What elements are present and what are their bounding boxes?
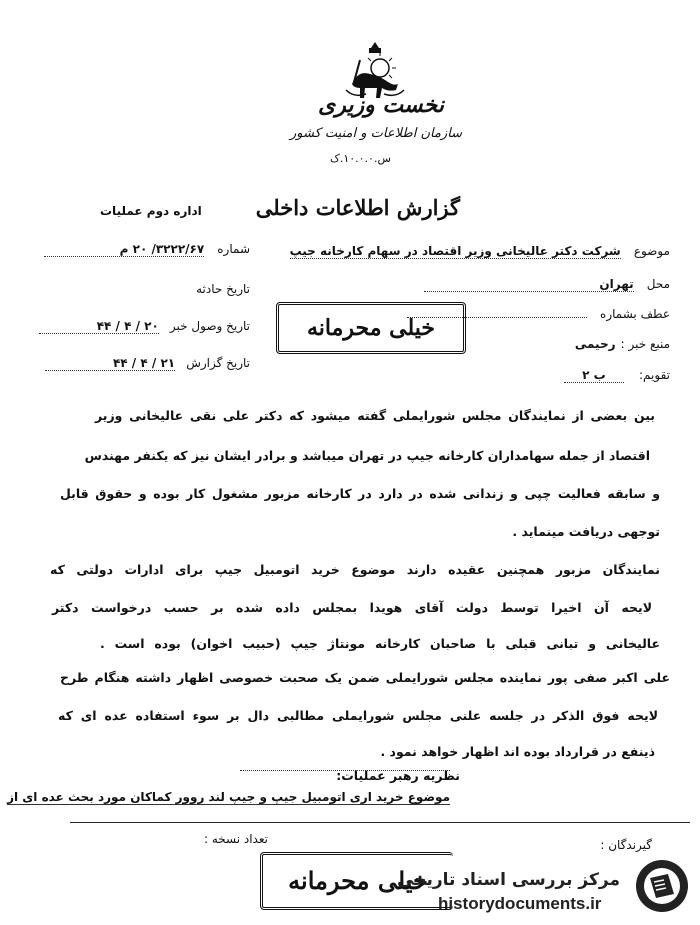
source-label: منبع خبر : <box>620 337 670 351</box>
subject-value: شرکت دکتر عالیخانی وزیر اقتصاد در سهام کارخانه جیپ <box>289 244 621 258</box>
number-value: ۳۲۲۲/۶۷/ ۲۰ م <box>44 242 204 257</box>
number-row <box>44 238 250 257</box>
archive-logo-icon <box>634 858 690 914</box>
body-line: اقتصاد از جمله سهامداران کارخانه جیپ در تهران میباشد و برادر ایشان نیز که یکنفر مهندس <box>84 448 650 463</box>
letterhead-organization: سازمان اطلاعات و امنیت کشور <box>290 126 463 141</box>
recipients-label: گیرندگان : <box>600 838 652 852</box>
report-title: گزارش اطلاعات داخلی <box>255 195 460 220</box>
watermark-name: مرکز بررسی اسناد تاریخی <box>397 870 620 890</box>
letterhead-title: نخست وزیری <box>318 92 444 118</box>
source-value: رحیمی <box>574 337 616 351</box>
received-date-label: تاریخ وصول خبر <box>169 319 250 333</box>
location-label: محل <box>646 277 670 291</box>
number-label: شماره <box>217 242 250 256</box>
body-line: بین بعضی از نمایندگان مجلس شورایملی گفته میشود که دکتر علی نقی عالیخانی وزیر <box>95 408 655 423</box>
location-row <box>424 273 670 292</box>
subject-row <box>290 240 670 259</box>
calendar-label: تقویم: <box>639 368 670 382</box>
opinion-label-underline <box>240 770 450 771</box>
location-value: تهران <box>424 277 634 292</box>
calendar-row <box>564 364 670 383</box>
incident-date-label: تاریخ حادثه <box>196 282 250 296</box>
watermark-site: historydocuments.ir <box>438 894 602 913</box>
body-line: نمایندگان مزبور همچنین عقیده دارند موضوع خرید اتومبیل جیپ برای ادارات دولتی که <box>50 562 660 577</box>
source-row <box>575 333 670 352</box>
body-line: توجهی دریافت مینماید . <box>512 524 660 539</box>
body-line: لایحه فوق الذکر در جلسه علنی مجلس شورایملی مطالبی دال بر سوء استفاده عده ای که <box>58 708 658 723</box>
received-date-row <box>39 315 250 334</box>
subject-label: موضوع <box>633 244 670 258</box>
body-line: و سابقه فعالیت چپی و زندانی شده در دارد در کارخانه مزبور مشغول کار بوده و حقوق قابل <box>60 486 660 501</box>
body-line: لایحه آن اخیرا توسط دولت آقای هویدا بمجلس داده شده بر حسب درخواست دکتر <box>52 600 652 615</box>
classification-stamp-bottom: خیلی محرمانه <box>260 852 453 910</box>
calendar-value: ب ۲ <box>564 368 624 383</box>
report-date-value: ۲۱ / ۴ / ۴۴ <box>45 356 175 371</box>
body-line: علی اکبر صفی پور نماینده مجلس شورایملی ضمن یک صحبت خصوصی اظهار داشته هنگام طرح <box>60 670 670 685</box>
opinion-text: موضوع خرید اری اتومبیل جیپ و جیپ لند روور کماکان مورد بحث عده ای از <box>7 790 450 804</box>
letterhead-code: س.۱۰.۰.۰.ک <box>330 152 391 165</box>
reference-label: عطف بشماره <box>600 307 670 321</box>
department-label: اداره دوم عملیات <box>100 204 202 218</box>
lion-and-sun-emblem <box>340 40 410 100</box>
classification-stamp-top: خیلی محرمانه <box>276 302 466 354</box>
incident-date-row <box>196 278 250 297</box>
received-date-value: ۲۰ / ۴ / ۴۴ <box>39 319 159 334</box>
body-line: ذینفع در قرارداد بوده اند اظهار خواهد نمود . <box>380 744 655 759</box>
report-date-row <box>45 352 250 371</box>
opinion-label: نظریه رهبر عملیات: <box>336 768 460 783</box>
body-line: عالیخانی و تبانی قبلی با صاحبان کارخانه مونتاژ جیپ (حبیب اخوان) بوده است . <box>100 636 660 651</box>
copies-label: تعداد نسخه : <box>203 832 268 846</box>
footer-divider <box>70 822 690 823</box>
report-date-label: تاریخ گزارش <box>186 356 250 370</box>
